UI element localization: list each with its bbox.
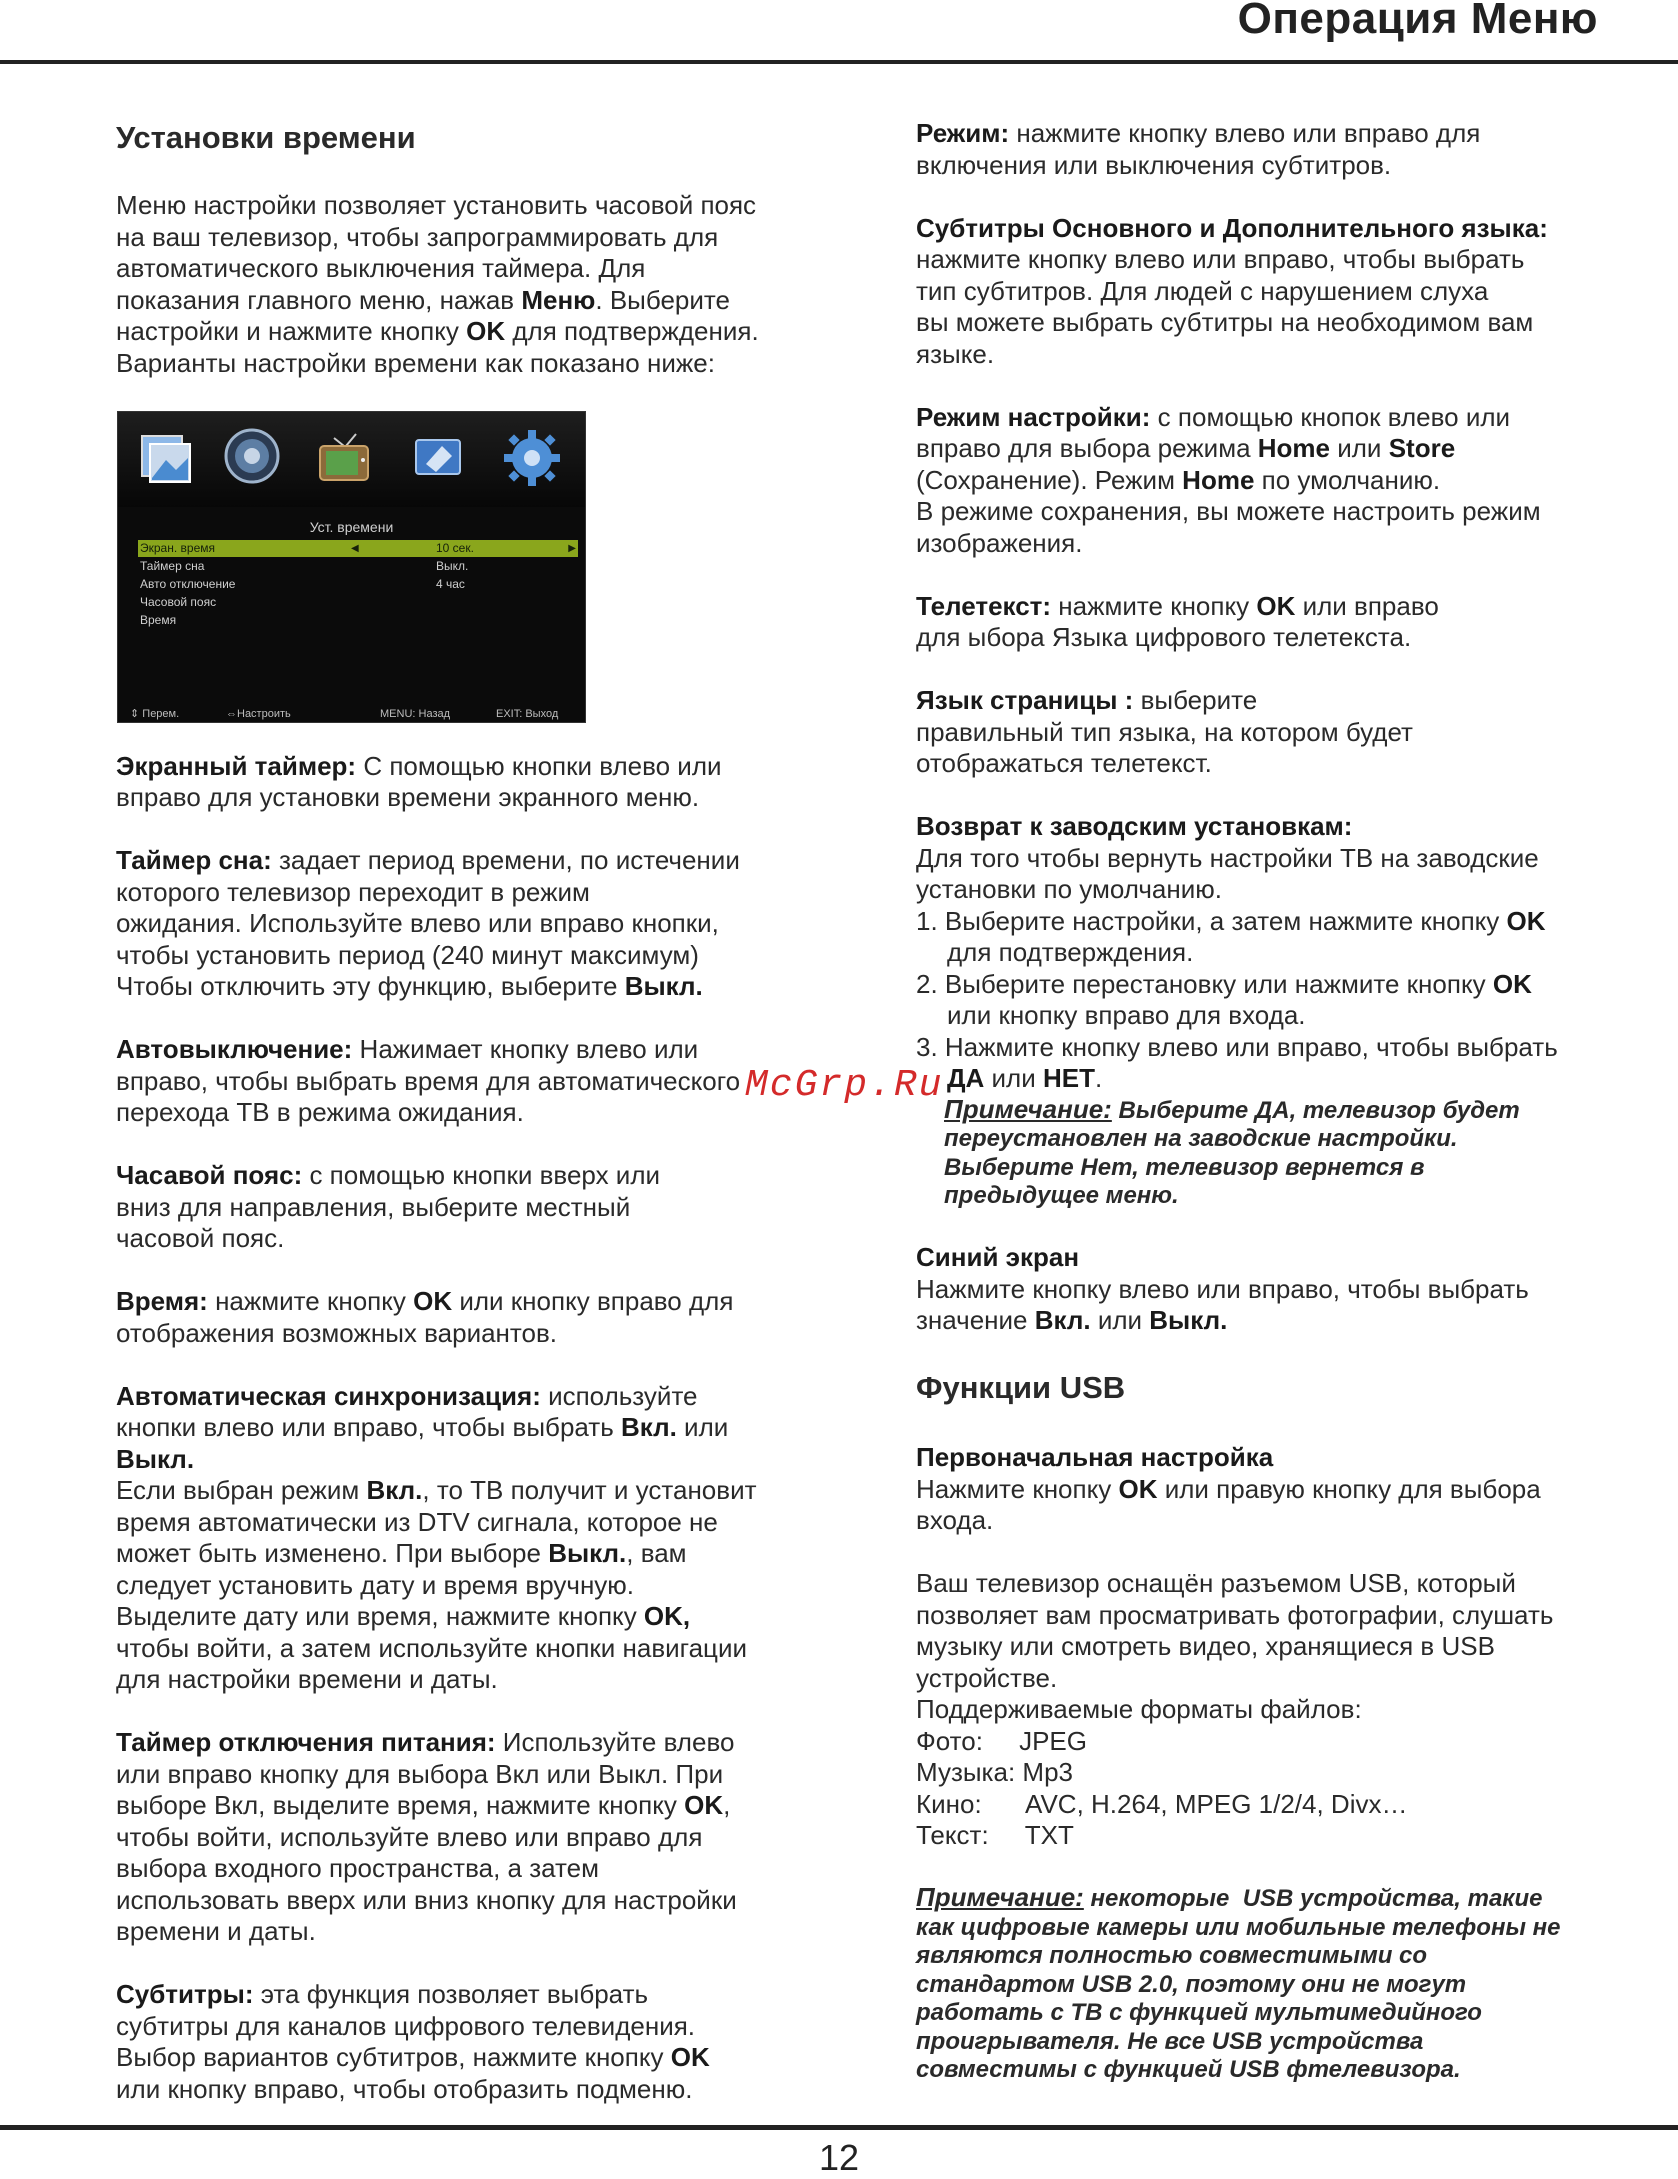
text-line: вправо для установки времени экранного меню.	[116, 782, 700, 812]
text-line: Кино: AVC, H.264, MPEG 1/2/4, Divx…	[916, 1788, 1408, 1819]
text-line: Режим настройки: с помощью кнопок влево или	[916, 401, 1511, 432]
intro-line: Варианты настройки времени как показано ниже:	[116, 347, 715, 378]
picture-icon	[136, 424, 196, 488]
text-line: Музыка: Mp3	[916, 1757, 1073, 1787]
tv-menu-row	[138, 540, 578, 557]
text-line: или кнопку вправо, чтобы отобразить подменю.	[116, 2073, 693, 2104]
text-line: вы можете выбрать субтитры на необходимом вам	[916, 307, 1534, 337]
text-section	[116, 1381, 836, 1696]
text-line: Выбор вариантов субтитров, нажмите кнопку OK	[116, 2042, 710, 2072]
text-line: языке.	[916, 338, 995, 369]
text-line: вниз для направления, выберите местный	[116, 1191, 631, 1222]
text-section	[116, 1727, 836, 1948]
text-line: выборе Вкл, выделите время, нажмите кнопку OK,	[116, 1790, 731, 1820]
text-line: часовой пояс.	[116, 1223, 285, 1253]
text-section	[916, 213, 1636, 371]
arrow-right-icon: ▶	[568, 542, 576, 554]
intro-line: Меню настройки позволяет установить часовой пояс	[116, 190, 757, 220]
initial-setup-heading: Первоначальная настройка	[916, 1442, 1274, 1472]
text-line: входа.	[916, 1505, 994, 1535]
tv-menu-row-label: Авто отключение	[140, 576, 236, 591]
text-line: Фото: JPEG	[916, 1725, 1087, 1756]
note-line: переустановлен на заводские настройки.	[944, 1125, 1458, 1152]
page-title: Операция Меню	[1237, 0, 1598, 43]
text-line: включения или выключения субтитров.	[916, 149, 1392, 180]
text-line: изображения.	[916, 527, 1083, 558]
text-line: для ыбора Языка цифрового телетекста.	[916, 622, 1412, 652]
text-section	[116, 751, 836, 814]
tv-menu-row-label: Таймер сна	[140, 558, 205, 573]
text-line: кнопки влево или вправо, чтобы выбрать Вкл. или	[116, 1412, 729, 1442]
text-line: нажмите кнопку влево или вправо, чтобы выбрать	[916, 244, 1525, 274]
text-line: музыку или смотреть видео, хранящиеся в USB	[916, 1631, 1495, 1661]
watermark: McGrp.Ru	[745, 1064, 944, 1107]
usb-description	[916, 1568, 1636, 1852]
text-line: тип субтитров. Для людей с нарушением слуха	[916, 275, 1489, 306]
page-number: 12	[818, 2137, 860, 2178]
tv-menu-row-label: Время	[140, 612, 177, 627]
text-line: чтобы войти, используйте влево или вправо для	[116, 1821, 703, 1852]
text-line: Поддерживаемые форматы файлов:	[916, 1694, 1362, 1724]
intro-paragraph	[116, 190, 836, 379]
text-line: Язык страницы : выберите	[916, 685, 1258, 715]
tv-menu-row	[138, 558, 578, 575]
tv-menu-footer	[118, 697, 585, 720]
note-line: как цифровые камеры или мобильные телефоны не	[916, 1913, 1561, 1941]
text-line: Текст: TXT	[916, 1820, 1074, 1850]
text-line: Время: нажмите кнопку OK или кнопку вправо для	[116, 1286, 734, 1316]
step-line-cont: ДА или НЕТ.	[947, 1063, 1103, 1093]
bottom-divider	[0, 2125, 1678, 2130]
text-line: которого телевизор переходит в режим	[116, 876, 590, 907]
initial-setup-section	[916, 1442, 1636, 1537]
text-section	[916, 591, 1636, 654]
text-line: отображения возможных вариантов.	[116, 1317, 558, 1348]
tv-menu-row	[138, 576, 578, 593]
text-line: позволяет вам просматривать фотографии, слушать	[916, 1599, 1554, 1630]
section-heading-usb: Функции USB	[916, 1370, 1126, 1405]
menu-icon-bar	[118, 412, 585, 507]
text-line: устройстве.	[916, 1662, 1058, 1693]
text-section	[116, 1034, 836, 1129]
text-section	[916, 118, 1636, 181]
text-section	[916, 685, 1636, 780]
text-line: для настройки времени и даты.	[116, 1664, 498, 1694]
tv-menu-row	[138, 612, 578, 629]
section-heading-time-settings: Установки времени	[116, 120, 416, 155]
text-section	[116, 1160, 836, 1255]
text-line: Автоматическая синхронизация: используйте	[116, 1380, 698, 1411]
text-line: правильный тип языка, на котором будет	[916, 716, 1413, 747]
tv-channel-icon	[314, 424, 374, 488]
text-section	[116, 845, 836, 1003]
tv-menu-row-label: Экран. время	[140, 540, 215, 555]
text-line: Таймер отключения питания: Используйте влево	[116, 1727, 735, 1757]
note-line: Примечание: Выберите ДА, телевизор будет	[944, 1093, 1520, 1124]
step-line: 1. Выберите настройки, а затем нажмите кнопку OK	[916, 905, 1546, 936]
text-line: времени и даты.	[116, 1916, 316, 1946]
text-line: отображаться телетекст.	[916, 748, 1212, 778]
note-line: проигрывателя. Не все USB устройства	[916, 2027, 1424, 2055]
text-line: использовать вверх или вниз кнопку для настройки	[116, 1884, 737, 1915]
text-line: Нажмите кнопку OK или правую кнопку для выбора	[916, 1473, 1541, 1504]
step-line: 3. Нажмите кнопку влево или вправо, чтобы выбрать	[916, 1031, 1558, 1062]
tv-menu-row-value: 4 час	[436, 576, 465, 591]
text-line: перехода ТВ в режима ожидания.	[116, 1097, 524, 1127]
tv-menu-row-label: Часовой пояс	[140, 594, 217, 609]
intro-line: на ваш телевизор, чтобы запрограммировать для	[116, 221, 719, 252]
note-line: Примечание: некоторые USB устройства, такие	[916, 1882, 1543, 1912]
text-line: Субтитры: эта функция позволяет выбрать	[116, 1979, 649, 2009]
text-line: Экранный таймер: С помощью кнопки влево или	[116, 750, 722, 781]
arrow-left-icon: ◀	[351, 542, 359, 554]
tv-menu-row	[138, 594, 578, 611]
text-line: может быть изменено. При выборе Выкл., вам	[116, 1538, 687, 1568]
footer-exit: EXIT: Выход	[496, 707, 559, 720]
footer-menu-back: MENU: Назад	[380, 707, 451, 720]
text-line: Режим: нажмите кнопку влево или вправо для	[916, 118, 1481, 148]
note-line: Выберите Нет, телевизор вернется в	[944, 1153, 1425, 1181]
tv-menu-row-value: Выкл.	[436, 558, 469, 573]
tv-menu-screenshot	[117, 411, 586, 723]
text-line: Чтобы отключить эту функцию, выберите Выкл.	[116, 971, 703, 1001]
blue-screen-heading: Синий экран	[916, 1242, 1080, 1272]
text-line: Часавой пояс: с помощью кнопки вверх или	[116, 1160, 661, 1190]
text-line: Выкл.	[116, 1443, 195, 1474]
text-line: выбора входного пространства, а затем	[116, 1853, 599, 1883]
text-line: Если выбран режим Вкл., то ТВ получит и установит	[116, 1475, 757, 1505]
text-line: Таймер сна: задает период времени, по истечении	[116, 845, 740, 875]
footer-adjust: ⇔Настроить	[226, 707, 291, 720]
blue-screen-section	[916, 1242, 1636, 1337]
text-line: ожидания. Используйте влево или вправо кнопки,	[116, 908, 719, 938]
sound-icon	[222, 424, 282, 488]
note-line: совместимы с функцией USB фтелевизора.	[916, 2056, 1461, 2083]
text-line: Нажмите кнопку влево или вправо, чтобы выбрать	[916, 1273, 1529, 1304]
note-line: предыдущее меню.	[944, 1182, 1179, 1209]
text-section	[116, 1979, 836, 2105]
text-line: Субтитры Основного и Дополнительного языка:	[916, 212, 1548, 243]
text-line: значение Вкл. или Выкл.	[916, 1305, 1228, 1335]
text-line: Телетекст: нажмите кнопку OK или вправо	[916, 590, 1439, 621]
factory-reset-heading: Возврат к заводским установкам:	[916, 811, 1353, 841]
text-line: следует установить дату и время вручную.	[116, 1569, 635, 1600]
usb-note	[916, 1883, 1636, 2085]
factory-note	[916, 1095, 1636, 1211]
text-line: вправо, чтобы выбрать время для автоматического	[116, 1065, 741, 1096]
text-line: Для того чтобы вернуть настройки ТВ на заводские	[916, 842, 1539, 873]
note-line: работать с ТВ с функцией мультимедийного	[916, 1999, 1482, 2026]
tv-menu-row-value: 10 сек.	[436, 540, 474, 555]
intro-line: показания главного меню, нажав Меню. Выберите	[116, 284, 730, 315]
step-line: 2. Выберите перестановку или нажмите кнопку OK	[916, 968, 1532, 999]
text-line: или вправо кнопку для выбора Вкл или Выкл. При	[116, 1758, 724, 1789]
setup-icon	[408, 424, 468, 488]
intro-line: автоматического выключения таймера. Для	[116, 253, 646, 283]
text-line: субтитры для каналов цифрового телевидения.	[116, 2010, 696, 2041]
text-section	[916, 402, 1636, 560]
text-line: установки по умолчанию.	[916, 874, 1222, 904]
note-line: стандартом USB 2.0, поэтому они не могут	[916, 1970, 1467, 1998]
tv-menu-title: Уст. времени	[309, 518, 394, 535]
step-line-cont: для подтверждения.	[947, 937, 1194, 967]
step-line-cont: или кнопку вправо для входа.	[947, 1000, 1306, 1030]
text-line: (Сохранение). Режим Home по умолчанию.	[916, 464, 1441, 495]
left-column	[116, 118, 836, 2137]
right-column	[916, 118, 1636, 2085]
intro-line: настройки и нажмите кнопку OK для подтверждения.	[116, 316, 759, 346]
text-line: Выделите дату или время, нажмите кнопку OK,	[116, 1601, 691, 1631]
factory-reset-section	[916, 811, 1636, 1211]
footer-move: ⇕ Перем.	[130, 707, 180, 720]
text-line: чтобы установить период (240 минут максимум)	[116, 939, 699, 970]
text-line: В режиме сохранения, вы можете настроить режим	[916, 496, 1541, 526]
text-section	[116, 1286, 836, 1349]
text-line: время автоматически из DTV сигнала, которое не	[116, 1506, 718, 1537]
top-divider	[0, 60, 1678, 64]
text-line: Ваш телевизор оснащён разъемом USB, который	[916, 1568, 1516, 1598]
text-line: Автовыключение: Нажимает кнопку влево или	[116, 1034, 699, 1064]
text-line: чтобы войти, а затем используйте кнопки навигации	[116, 1632, 747, 1663]
text-line: вправо для выбора режима Home или Store	[916, 433, 1456, 463]
note-line: являются полностью совместимыми со	[916, 1942, 1428, 1969]
time-gear-icon	[502, 424, 562, 488]
